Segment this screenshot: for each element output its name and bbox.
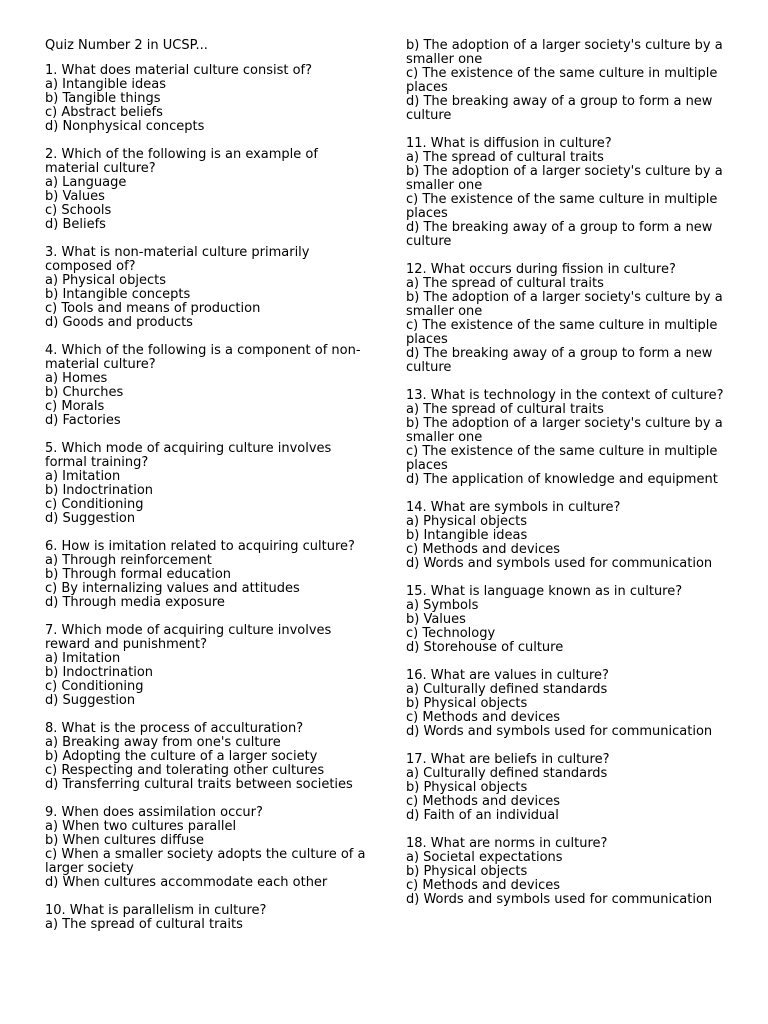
question-option: d) When cultures accommodate each other <box>45 875 328 890</box>
question-option: b) Values <box>406 611 466 627</box>
question-option: d) The breaking away of a group to form a new culture <box>406 345 713 375</box>
question-option: b) When cultures diffuse <box>45 833 205 848</box>
question-3 <box>45 246 375 330</box>
question-option: b) Intangible ideas <box>406 527 528 543</box>
question-option: b) Physical objects <box>406 695 528 711</box>
question-option: a) Homes <box>45 371 108 386</box>
question-16 <box>406 669 736 739</box>
question-option: c) The existence of the same culture in multiple places <box>406 191 718 221</box>
left-question-list <box>45 64 375 932</box>
question-text: 13. What is technology in the context of culture? <box>406 387 724 403</box>
question-option: b) The adoption of a larger society's culture by a smaller one <box>406 415 723 445</box>
question-option: a) Language <box>45 175 127 190</box>
question-option: a) Physical objects <box>406 513 528 529</box>
question-option: b) Churches <box>45 385 124 400</box>
question-4 <box>45 344 375 428</box>
question-option: c) By internalizing values and attitudes <box>45 581 300 596</box>
question-option: c) Methods and devices <box>406 877 561 893</box>
question-text: 4. Which of the following is a component of non-material culture? <box>45 343 361 372</box>
question-option: c) Conditioning <box>45 497 144 512</box>
question-option: a) Imitation <box>45 469 121 484</box>
question-option: d) Nonphysical concepts <box>45 119 205 134</box>
question-text: 8. What is the process of acculturation? <box>45 721 304 736</box>
question-text: 10. What is parallelism in culture? <box>45 903 267 918</box>
question-option: b) Intangible concepts <box>45 287 191 302</box>
question-option: b) Adopting the culture of a larger society <box>45 749 318 764</box>
question-option: c) Conditioning <box>45 679 144 694</box>
question-9 <box>45 806 375 890</box>
question-option: b) Physical objects <box>406 863 528 879</box>
question-option: b) Indoctrination <box>45 483 154 498</box>
question-option: c) Respecting and tolerating other cultures <box>45 763 325 778</box>
question-option: a) When two cultures parallel <box>45 819 237 834</box>
question-15 <box>406 585 736 655</box>
question-text: 15. What is language known as in culture? <box>406 583 683 599</box>
question-text: 6. How is imitation related to acquiring culture? <box>45 539 355 554</box>
question-option: a) Symbols <box>406 597 479 613</box>
question-text: 7. Which mode of acquiring culture involves reward and punishment? <box>45 623 332 652</box>
question-option: d) Goods and products <box>45 315 193 330</box>
question-option: a) Imitation <box>45 651 121 666</box>
question-option: b) The adoption of a larger society's culture by a smaller one <box>406 163 723 193</box>
question-option: a) Breaking away from one's culture <box>45 735 281 750</box>
question-option: b) Tangible things <box>45 91 161 106</box>
question-8 <box>45 722 375 792</box>
question-option: a) The spread of cultural traits <box>406 149 604 165</box>
question-option: a) Culturally defined standards <box>406 765 608 781</box>
question-12 <box>406 263 736 375</box>
question-option: c) Schools <box>45 203 112 218</box>
question-option: d) The breaking away of a group to form a new culture <box>406 219 713 249</box>
question-10 <box>45 904 375 932</box>
question-10-continued <box>406 39 736 123</box>
question-option: d) Beliefs <box>45 217 106 232</box>
question-5 <box>45 442 375 526</box>
question-option: b) Values <box>45 189 105 204</box>
question-option: b) Through formal education <box>45 567 232 582</box>
question-option: d) Words and symbols used for communication <box>406 555 713 571</box>
question-text: 16. What are values in culture? <box>406 667 609 683</box>
question-2 <box>45 148 375 232</box>
question-option: d) Suggestion <box>45 511 136 526</box>
question-option: d) Transferring cultural traits between societies <box>45 777 353 792</box>
question-option: d) Faith of an individual <box>406 807 559 823</box>
right-column <box>406 39 736 921</box>
question-option: c) When a smaller society adopts the culture of a larger society <box>45 847 366 876</box>
question-option: c) The existence of the same culture in multiple places <box>406 443 718 473</box>
question-option: a) The spread of cultural traits <box>45 917 243 932</box>
question-13 <box>406 389 736 487</box>
question-text: 2. Which of the following is an example of material culture? <box>45 147 318 176</box>
question-17 <box>406 753 736 823</box>
question-option: d) The breaking away of a group to form a new culture <box>406 93 713 123</box>
question-option: c) Tools and means of production <box>45 301 261 316</box>
question-option: a) Societal expectations <box>406 849 563 865</box>
question-option: c) Methods and devices <box>406 709 561 725</box>
question-option: a) The spread of cultural traits <box>406 275 604 291</box>
question-option: c) Technology <box>406 625 496 641</box>
question-option: b) The adoption of a larger society's culture by a smaller one <box>406 289 723 319</box>
question-18 <box>406 837 736 907</box>
question-text: 17. What are beliefs in culture? <box>406 751 610 767</box>
question-option: b) Indoctrination <box>45 665 154 680</box>
question-option: c) Methods and devices <box>406 541 561 557</box>
question-option: b) Physical objects <box>406 779 528 795</box>
question-text: 18. What are norms in culture? <box>406 835 608 851</box>
question-text: 12. What occurs during fission in culture? <box>406 261 676 277</box>
question-option: a) Culturally defined standards <box>406 681 608 697</box>
question-option: c) The existence of the same culture in multiple places <box>406 317 718 347</box>
question-option: a) Intangible ideas <box>45 77 167 92</box>
question-option: c) Abstract beliefs <box>45 105 163 120</box>
question-option: d) Words and symbols used for communication <box>406 723 713 739</box>
question-text: 9. When does assimilation occur? <box>45 805 263 820</box>
question-text: 3. What is non-material culture primarily composed of? <box>45 245 310 274</box>
question-option: d) Through media exposure <box>45 595 225 610</box>
question-option: d) Storehouse of culture <box>406 639 564 655</box>
question-option: b) The adoption of a larger society's culture by a smaller one <box>406 37 723 67</box>
question-text: 11. What is diffusion in culture? <box>406 135 612 151</box>
question-11 <box>406 137 736 249</box>
question-option: a) Through reinforcement <box>45 553 212 568</box>
question-text: 14. What are symbols in culture? <box>406 499 621 515</box>
question-option: a) The spread of cultural traits <box>406 401 604 417</box>
question-text: 1. What does material culture consist of? <box>45 63 313 78</box>
question-option: d) Suggestion <box>45 693 136 708</box>
question-option: d) Words and symbols used for communication <box>406 891 713 907</box>
question-7 <box>45 624 375 708</box>
right-question-list <box>406 137 736 907</box>
question-option: c) The existence of the same culture in multiple places <box>406 65 718 95</box>
question-option: c) Morals <box>45 399 105 414</box>
document-title: Quiz Number 2 in UCSP... <box>45 38 208 53</box>
question-6 <box>45 540 375 610</box>
question-text: 5. Which mode of acquiring culture involves formal training? <box>45 441 332 470</box>
question-option: d) Factories <box>45 413 121 428</box>
question-1 <box>45 64 375 134</box>
left-column <box>45 39 375 946</box>
question-14 <box>406 501 736 571</box>
question-option: d) The application of knowledge and equipment <box>406 471 718 487</box>
question-option: a) Physical objects <box>45 273 167 288</box>
question-option: c) Methods and devices <box>406 793 561 809</box>
